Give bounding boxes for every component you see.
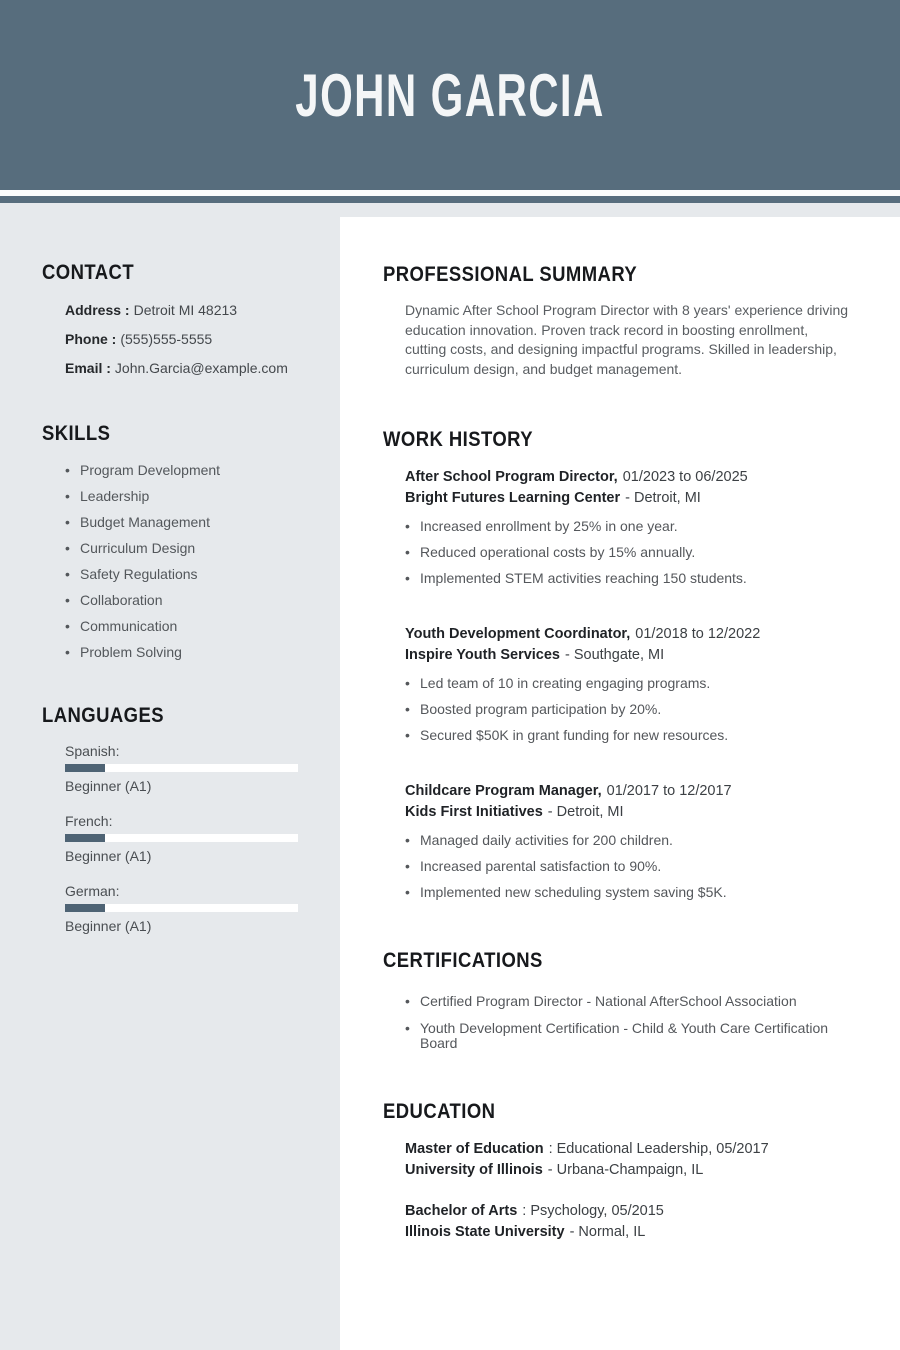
job-location: - Southgate, MI (565, 647, 665, 663)
job-title-line (405, 624, 852, 645)
skill-item: • Program Development (65, 463, 320, 478)
skills-section (42, 422, 320, 660)
language-level: Beginner (A1) (65, 848, 152, 864)
header-banner (0, 0, 900, 190)
education-detail: : Educational Leadership, 05/2017 (548, 1141, 769, 1157)
language-progress-bar (65, 834, 298, 842)
skill-item: • Problem Solving (65, 645, 320, 660)
language-item-spanish (65, 742, 320, 795)
job-bullet: • Increased parental satisfaction to 90%. (405, 859, 852, 874)
education-school-line (405, 1160, 852, 1181)
certification-item: • Youth Development Certification - Child & Youth Care Certification Board (405, 1021, 852, 1051)
job-company-line (405, 802, 852, 823)
education-entry (405, 1139, 852, 1181)
certifications-list (405, 994, 852, 1051)
education-school: Illinois State University (405, 1224, 565, 1240)
main-panel (340, 217, 900, 1350)
skill-item: • Curriculum Design (65, 541, 320, 556)
summary-heading: PROFESSIONAL SUMMARY (383, 263, 638, 286)
job-bullet: • Reduced operational costs by 15% annually. (405, 545, 852, 560)
contact-label: Phone : (65, 331, 117, 347)
education-degree: Bachelor of Arts (405, 1203, 518, 1219)
languages-section (42, 704, 320, 935)
education-school: University of Illinois (405, 1162, 543, 1178)
job-dates: 01/2023 to 06/2025 (622, 469, 748, 485)
job-title-line (405, 467, 852, 488)
language-level: Beginner (A1) (65, 918, 152, 934)
skill-item: • Safety Regulations (65, 567, 320, 582)
education-degree: Master of Education (405, 1141, 544, 1157)
job-bullet-list (405, 676, 852, 743)
job-dates: 01/2017 to 12/2017 (606, 783, 732, 799)
resume-body (0, 203, 900, 1350)
language-item-french (65, 812, 320, 865)
education-degree-line (405, 1139, 852, 1160)
contact-label: Email : (65, 360, 111, 376)
contact-label: Address : (65, 302, 130, 318)
education-entry (405, 1201, 852, 1243)
certification-item: • Certified Program Director - National AfterSchool Association (405, 994, 852, 1009)
contact-list (65, 301, 320, 378)
language-name: French: (65, 813, 113, 829)
skills-heading: SKILLS (42, 422, 111, 445)
job-bullet: • Managed daily activities for 200 children. (405, 833, 852, 848)
education-school-line (405, 1222, 852, 1243)
job-company: Bright Futures Learning Center (405, 490, 621, 506)
language-item-german (65, 882, 320, 935)
job-entry (405, 781, 852, 900)
job-dates: 01/2018 to 12/2022 (635, 626, 761, 642)
contact-row-phone (65, 330, 320, 349)
job-company: Kids First Initiatives (405, 804, 543, 820)
education-location: - Normal, IL (569, 1224, 646, 1240)
language-level: Beginner (A1) (65, 778, 152, 794)
language-progress-fill (65, 904, 105, 912)
language-name: Spanish: (65, 743, 120, 759)
contact-section (42, 261, 320, 378)
header-divider-slate (0, 196, 900, 203)
contact-row-email (65, 359, 320, 378)
languages-list (65, 742, 320, 935)
education-detail: : Psychology, 05/2015 (522, 1203, 664, 1219)
job-position: Childcare Program Manager, (405, 783, 602, 799)
languages-heading: LANGUAGES (42, 704, 165, 727)
job-company: Inspire Youth Services (405, 647, 560, 663)
certifications-heading: CERTIFICATIONS (383, 949, 543, 972)
language-progress-bar (65, 904, 298, 912)
job-location: - Detroit, MI (547, 804, 624, 820)
job-bullet: • Secured $50K in grant funding for new resources. (405, 728, 852, 743)
education-heading: EDUCATION (383, 1100, 496, 1123)
certifications-section (383, 949, 852, 1051)
candidate-name: JOHN GARCIA (295, 61, 605, 129)
contact-value: (555)555-5555 (120, 331, 213, 347)
job-bullet-list (405, 519, 852, 586)
education-location: - Urbana-Champaign, IL (547, 1162, 704, 1178)
education-degree-line (405, 1201, 852, 1222)
contact-value: John.Garcia@example.com (114, 360, 288, 376)
skills-list (65, 463, 320, 660)
job-bullet: • Implemented STEM activities reaching 150 students. (405, 571, 852, 586)
summary-section (383, 263, 852, 379)
work-history-heading: WORK HISTORY (383, 428, 534, 451)
language-progress-fill (65, 834, 105, 842)
language-progress-fill (65, 764, 105, 772)
job-bullet-list (405, 833, 852, 900)
sidebar (0, 203, 340, 1350)
language-progress-bar (65, 764, 298, 772)
skill-item: • Leadership (65, 489, 320, 504)
job-company-line (405, 645, 852, 666)
skill-item: • Collaboration (65, 593, 320, 608)
job-position: Youth Development Coordinator, (405, 626, 631, 642)
skill-item: • Budget Management (65, 515, 320, 530)
job-bullet: • Led team of 10 in creating engaging programs. (405, 676, 852, 691)
job-bullet: • Increased enrollment by 25% in one year. (405, 519, 852, 534)
skill-item: • Communication (65, 619, 320, 634)
education-section (383, 1100, 852, 1243)
job-company-line (405, 488, 852, 509)
job-bullet: • Implemented new scheduling system saving $5K. (405, 885, 852, 900)
work-history-section (383, 428, 852, 900)
job-position: After School Program Director, (405, 469, 618, 485)
summary-text: Dynamic After School Program Director with 8 years' experience driving education innovation. Proven track record in boosting enrollment, cutting costs, and designing impactful programs. Skilled in leadership, curriculum design, and budget management. (405, 302, 849, 377)
contact-row-address (65, 301, 320, 320)
job-bullet: • Boosted program participation by 20%. (405, 702, 852, 717)
language-name: German: (65, 883, 120, 899)
contact-value: Detroit MI 48213 (133, 302, 238, 318)
job-entry (405, 467, 852, 586)
job-title-line (405, 781, 852, 802)
job-entry (405, 624, 852, 743)
job-location: - Detroit, MI (625, 490, 701, 506)
contact-heading: CONTACT (42, 261, 135, 284)
